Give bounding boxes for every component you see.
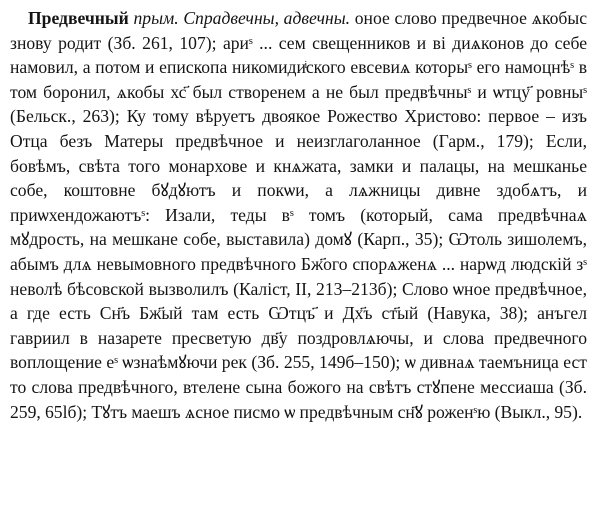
- part-of-speech: прым.: [133, 8, 179, 28]
- definition-gloss: Спрадвечны, адвечны.: [183, 8, 351, 28]
- headword: Предвечный: [28, 8, 129, 28]
- dictionary-entry: [10, 6, 587, 424]
- entry-citations: оное слово предвечное ѧкобыс знову родит (Зб. 261, 107); ариˢ ... сем свещенников и ві диѧконов до себе намовил, а потом и епископа никомидиͥского евсевиѧ которыˢ его намоцнѣˢ в том боронил, ѧкобы хс҃ был створенем а не был предвѣчныˢ и ѡтцу҃ ровныˢ (Бельск., 263); Ку тому вѣруетъ двоякое Рожество Христово: первое – изъ Отца безъ Матеры предвѣчное и неизглаголанное (Гарм., 179); Если, бовѣмъ, свѣта того монархове и кнѧжата, замки и палацы, на мешканье собе, коштовне бꙋдꙋютъ и покѡи, а лѧжницы дивне здобѧтъ, и приѡхендожаютъˢ: Изали, теды вˢ томъ (который, сама предвѣчнаѧ мꙋдрость, на мешкане собе, выставила) домꙋ (Карп., 35); Ѡтоль зишолемъ, абымъ длѧ невымовного предвѣчного Бж҃ого спорѧженѧ ... нарѡд людскій зˢ неволѣ бѣсовской вызволилъ (Каліст, II, 213–213б); Слово ѡное предвѣчное, а где есть Сн҃ъ Бж҃ый там есть Ѡтцъ҃ и Дх҃ъ ст҃ый (Навука, 38); анъгел гавриил в назарете пресветую дв҃у поздровлѧючы, и слова предвечного воплощение еˢ ѡзнаѣмꙋючи рек (Зб. 255, 149б–150); ѡ дивнаѧ таемъница ест то слова предвѣчного, втелене сына божого на свѣтъ стꙋпене мессиаша (Зб. 259, 65lб); Тꙋтъ маешъ ѧсное писмо ѡ предвѣчным сн҃ꙋ роженˢю (Выкл., 95).: [10, 8, 588, 422]
